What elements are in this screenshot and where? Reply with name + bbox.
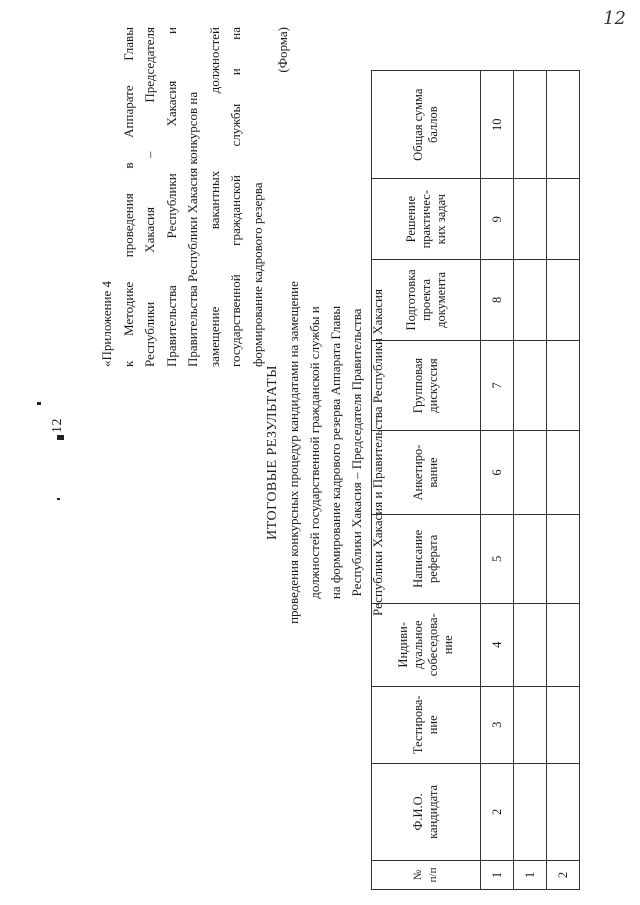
header-essay: Написание реферата	[372, 514, 481, 603]
results-title	[262, 0, 388, 905]
results-subtitle-line: Республики Хакасия – Председателя Правительства	[349, 308, 364, 597]
table-cell	[547, 603, 580, 686]
table-cell: 2	[547, 860, 580, 889]
table-cell	[547, 259, 580, 340]
header-practical-tasks: Решение практичес-ких задач	[372, 179, 481, 260]
table-cell: 3	[481, 686, 514, 763]
table-cell: 9	[481, 179, 514, 260]
results-subtitle-line: на формирование кадрового резерва Аппарата Главы	[328, 305, 343, 600]
table-cell	[514, 514, 547, 603]
table-cell: 5	[481, 514, 514, 603]
appendix-title: «Приложение 4	[99, 280, 114, 367]
appendix-line: замещение вакантных должностей	[206, 27, 222, 367]
header-candidate-name: Ф.И.О. кандидата	[372, 763, 481, 860]
header-individual-interview: Индиви-дуальное собеседова-ние	[372, 603, 481, 686]
table-cell	[514, 259, 547, 340]
table-cell: 1	[514, 860, 547, 889]
table-cell: 7	[481, 340, 514, 430]
appendix-line: Правительства Республики Хакасия конкурсов на	[185, 91, 200, 367]
header-draft-document: Подготовка проекта документа	[372, 259, 481, 340]
results-heading: ИТОГОВЫЕ РЕЗУЛЬТАТЫ	[265, 364, 280, 541]
table-cell	[514, 686, 547, 763]
table-cell	[514, 71, 547, 179]
appendix-line: формирование кадрового резерва	[249, 182, 265, 367]
header-group-discussion: Групповая дискуссия	[372, 340, 481, 430]
table-cell	[547, 686, 580, 763]
header-page-number: 12	[50, 418, 65, 433]
scan-speck	[37, 402, 41, 405]
table-cell	[514, 431, 547, 515]
table-cell	[547, 514, 580, 603]
table-cell: 1	[481, 860, 514, 889]
table-cell	[514, 763, 547, 860]
appendix-line: к Методике проведения в Аппарате Главы	[120, 27, 136, 367]
table-cell	[547, 763, 580, 860]
header-number: № п/п	[372, 860, 481, 889]
table-cell	[547, 340, 580, 430]
results-subtitle-line: проведения конкурсных процедур кандидатами на замещение	[286, 281, 301, 624]
header-total-score: Общая сумма баллов	[372, 71, 481, 179]
form-label: (Форма)	[275, 27, 290, 73]
table-cell: 4	[481, 603, 514, 686]
handwritten-page-number: 12	[603, 8, 626, 29]
table-row	[514, 71, 547, 890]
results-subtitle-line: Республики Хакасия и Правительства Республики Хакасия	[370, 289, 385, 616]
table-cell: 10	[481, 71, 514, 179]
table-cell: 8	[481, 259, 514, 340]
table-cell	[547, 71, 580, 179]
results-subtitle-line: должностей государственной гражданской службы и	[307, 306, 322, 599]
scan-speck	[57, 498, 60, 500]
table-row	[547, 71, 580, 890]
appendix-line: государственной гражданской службы и на	[228, 27, 243, 367]
table-cell	[547, 431, 580, 515]
table-cell	[514, 179, 547, 260]
appendix-line: Правительства Республики Хакасия и	[163, 27, 179, 367]
table-header-row	[372, 71, 481, 890]
table-cell: 2	[481, 763, 514, 860]
table-cell: 6	[481, 431, 514, 515]
table-cell	[514, 340, 547, 430]
header-testing: Тестирова-ние	[372, 686, 481, 763]
header-questionnaire: Анкетиро-вание	[372, 431, 481, 515]
scan-speck	[57, 435, 64, 440]
results-table	[371, 70, 580, 890]
appendix-line: Республики Хакасия – Председателя	[142, 27, 157, 367]
table-cell	[514, 603, 547, 686]
table-row	[481, 71, 514, 890]
table-cell	[547, 179, 580, 260]
